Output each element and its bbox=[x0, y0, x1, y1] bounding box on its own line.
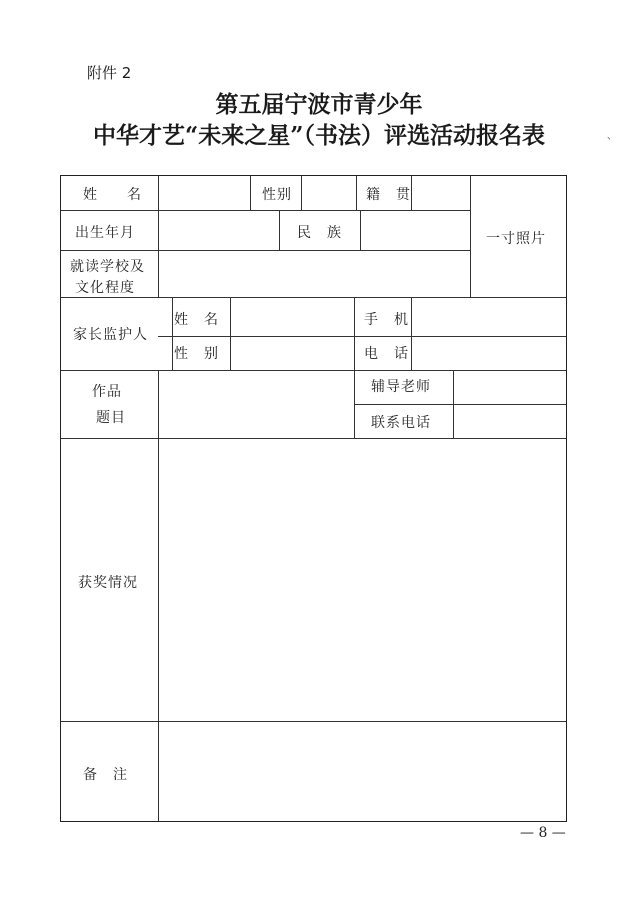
col-line bbox=[301, 176, 302, 210]
guardian-name-label: 姓 名 bbox=[174, 312, 219, 328]
col-line bbox=[470, 176, 471, 297]
col-line bbox=[411, 176, 412, 210]
attachment-label: 附件 2 bbox=[87, 64, 132, 82]
row-line bbox=[158, 336, 566, 337]
row-line bbox=[354, 404, 566, 405]
row-line bbox=[61, 721, 566, 722]
title-line-2: 中华才艺“未来之星”（书法）评选活动报名表 bbox=[93, 122, 545, 149]
education-label: 文化程度 bbox=[75, 280, 135, 296]
contact-phone-label: 联系电话 bbox=[371, 415, 431, 431]
col-line bbox=[453, 370, 454, 438]
row-line bbox=[61, 210, 470, 211]
school-label: 就读学校及 bbox=[70, 259, 145, 275]
stray-mark: 、 bbox=[607, 131, 617, 142]
col-line bbox=[230, 297, 231, 370]
col-line bbox=[354, 370, 355, 438]
col-line bbox=[360, 210, 361, 250]
registration-form-table bbox=[60, 175, 567, 822]
col-line bbox=[172, 297, 173, 370]
teacher-label: 辅导老师 bbox=[371, 379, 431, 395]
awards-label: 获奖情况 bbox=[78, 575, 138, 591]
col-line bbox=[411, 297, 412, 370]
col-line bbox=[250, 176, 251, 210]
ethnicity-label: 民 族 bbox=[297, 225, 342, 241]
row-line bbox=[61, 297, 566, 298]
page-number: — 8 — bbox=[520, 825, 566, 841]
col-line bbox=[354, 297, 355, 370]
birth-label: 出生年月 bbox=[75, 225, 135, 241]
guardian-label: 家长监护人 bbox=[73, 327, 148, 343]
photo-label: 一寸照片 bbox=[486, 231, 546, 247]
guardian-gender-label: 性 别 bbox=[174, 346, 219, 362]
remarks-label: 备 注 bbox=[83, 767, 128, 783]
phone-label: 电 话 bbox=[364, 346, 409, 362]
gender-label: 性别 bbox=[262, 187, 292, 203]
row-line bbox=[61, 438, 566, 439]
row-line bbox=[61, 370, 566, 371]
origin-label: 籍 贯 bbox=[366, 187, 411, 203]
work-label: 作品 bbox=[92, 384, 122, 400]
mobile-label: 手 机 bbox=[364, 312, 409, 328]
col-line bbox=[158, 176, 159, 297]
row-line bbox=[61, 250, 470, 251]
col-line bbox=[279, 210, 280, 250]
work-title-label: 题目 bbox=[96, 410, 126, 426]
col-line bbox=[158, 370, 159, 821]
title-line-1: 第五届宁波市青少年 bbox=[215, 91, 423, 118]
name-label: 姓 名 bbox=[83, 187, 149, 203]
col-line bbox=[356, 176, 357, 210]
